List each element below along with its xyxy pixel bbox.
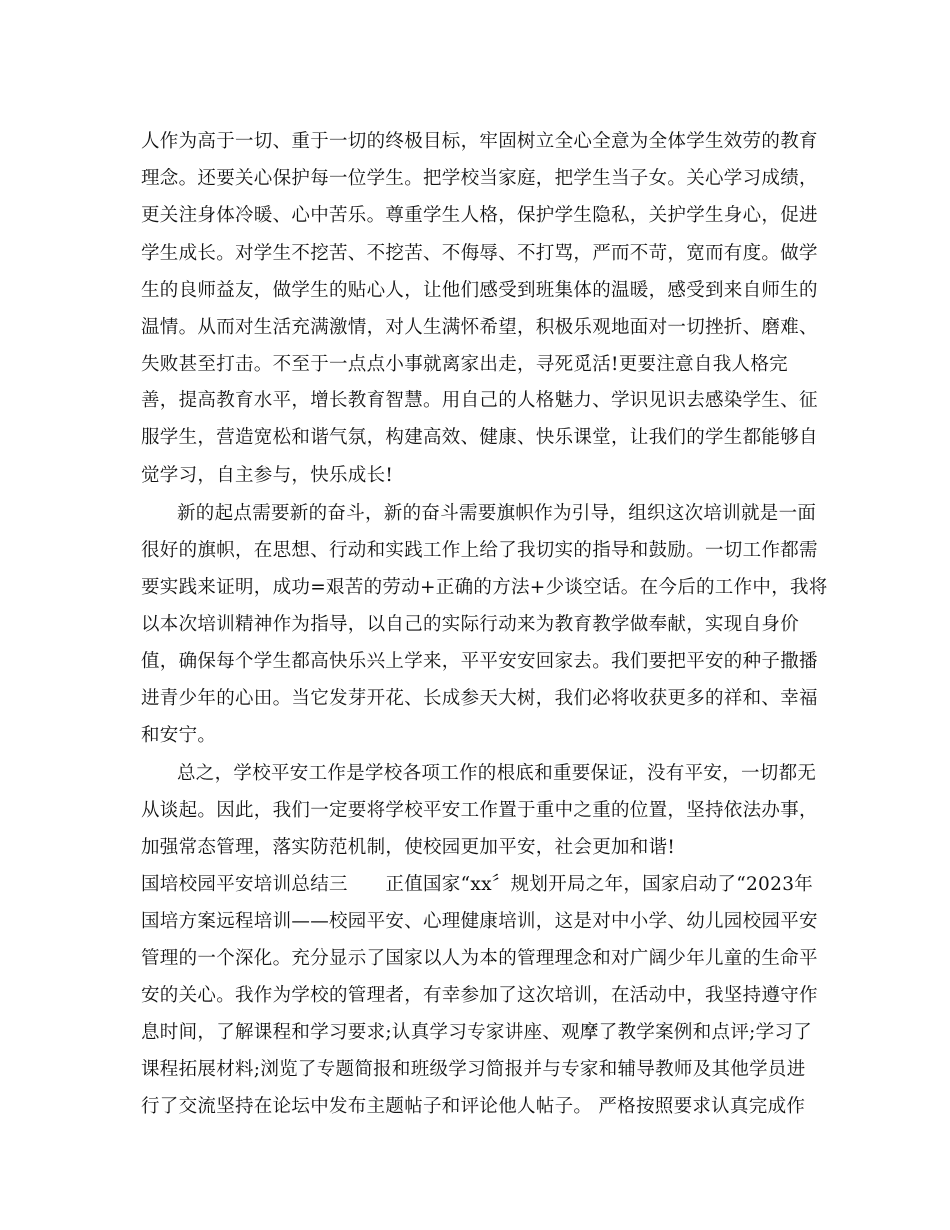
text-line: 总之，学校平安工作是学校各项工作的根底和重要保证，没有平安，一切都无 [177, 763, 817, 784]
section-heading-line: 国培校园平安培训总结三 正值国家“xx〞规划开局之年，国家启动了“2023年 [141, 874, 814, 895]
text-line: 要实践来证明，成功=艰苦的劳动+正确的方法+少谈空话。在今后的工作中，我将 [141, 577, 828, 598]
text-line: 进青少年的心田。当它发芽开花、长成参天大树，我们必将收获更多的祥和、幸福 [141, 688, 818, 709]
text-line: 温情。从而对生活充满激情，对人生满怀希望，积极乐观地面对一切挫折、磨难、 [141, 317, 818, 338]
text-line: 管理的一个深化。充分显示了国家以人为本的管理理念和对广阔少年儿童的生命平 [141, 948, 818, 969]
text-line: 从谈起。因此，我们一定要将学校平安工作置于重中之重的位置，坚持依法办事， [141, 800, 818, 821]
text-line: 人作为高于一切、重于一切的终极目标，牢固树立全心全意为全体学生效劳的教育 [141, 131, 818, 152]
text-line: 学生成长。对学生不挖苦、不挖苦、不侮辱、不打骂，严而不苛，宽而有度。做学 [141, 243, 818, 264]
text-line: 生的良师益友，做学生的贴心人，让他们感受到班集体的温暖，感受到来自师生的 [141, 280, 818, 301]
text-line: 加强常态管理，落实防范机制，使校园更加平安，社会更加和谐! [141, 837, 676, 858]
text-line: 国培方案远程培训——校园平安、心理健康培训，这是对中小学、幼儿园校园平安 [141, 911, 818, 932]
text-line: 服学生，营造宽松和谐气氛，构建高效、健康、快乐课堂，让我们的学生都能够自 [141, 427, 818, 448]
text-line: 理念。还要关心保护每一位学生。把学校当家庭，把学生当子女。关心学习成绩， [141, 168, 818, 189]
text-line: 行了交流坚持在论坛中发布主题帖子和评论他人帖子。 严格按照要求认真完成作 [141, 1096, 806, 1117]
text-line: 新的起点需要新的奋斗，新的奋斗需要旗帜作为引导，组织这次培训就是一面 [177, 503, 817, 524]
text-line: 更关注身体冷暖、心中苦乐。尊重学生人格，保护学生隐私，关护学生身心，促进 [141, 205, 818, 226]
text-line: 觉学习，自主参与，快乐成长! [141, 465, 394, 486]
text-line: 和安宁。 [141, 725, 217, 746]
text-line: 值，确保每个学生都高快乐兴上学来，平平安安回家去。我们要把平安的种子撒播 [141, 651, 818, 672]
text-line: 息时间，了解课程和学习要求;认真学习专家讲座、观摩了教学案例和点评;学习了 [141, 1022, 813, 1043]
text-line: 课程拓展材料;浏览了专题简报和班级学习简报并与专家和辅导教师及其他学员进 [141, 1059, 806, 1080]
text-line: 很好的旗帜，在思想、行动和实践工作上给了我切实的指导和鼓励。一切工作都需 [141, 540, 818, 561]
text-line: 失败甚至打击。不至于一点点小事就离家出走，寻死觅活!更要注意自我人格完 [141, 354, 788, 375]
text-line: 善，提高教育水平，增长教育智慧。用自己的人格魅力、学识见识去感染学生、征 [141, 390, 818, 411]
text-line: 以本次培训精神作为指导，以自己的实际行动来为教育教学做奉献，实现自身价 [141, 614, 800, 635]
text-line: 安的关心。我作为学校的管理者，有幸参加了这次培训，在活动中，我坚持遵守作 [141, 985, 818, 1006]
